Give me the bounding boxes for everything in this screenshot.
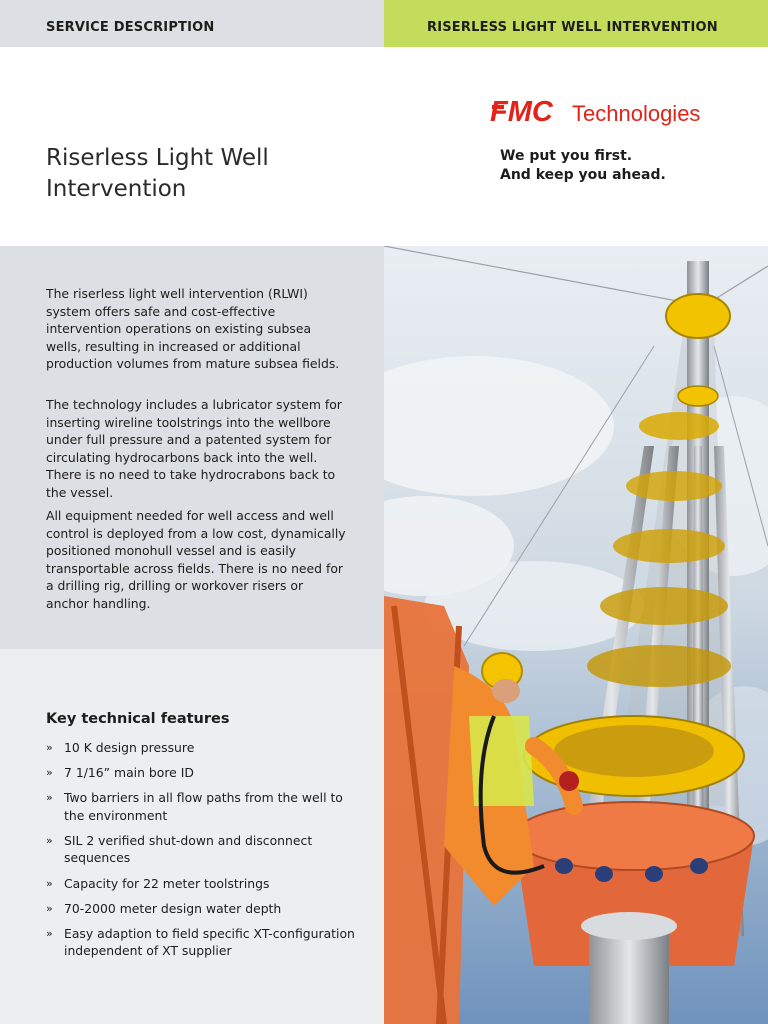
features-panel	[0, 649, 384, 1024]
ring	[600, 587, 728, 625]
logo-mark: FMC	[490, 96, 553, 128]
platform-opening	[554, 725, 714, 777]
intro-paragraph-3: All equipment needed for well access and well control is deployed from a low cost, dynamically positioned monohull vessel and is easily transportable across fields. There is no need for a drilling rig, drilling or workover risers or anchor handling.	[46, 508, 346, 611]
feature-item	[46, 789, 356, 824]
feature-text: 70-2000 meter design water depth	[64, 900, 282, 916]
features-heading: Key technical features	[46, 711, 230, 727]
valve-handle	[559, 771, 579, 791]
photo-illustration	[384, 246, 768, 1024]
header-section-label: SERVICE DESCRIPTION	[46, 20, 215, 35]
ring	[639, 412, 719, 440]
slogan	[500, 147, 740, 185]
slogan-line-2: And keep you ahead.	[500, 167, 666, 183]
ring	[587, 645, 731, 687]
intro-paragraph-1: The riserless light well intervention (RLWI) system offers safe and cost-effective intervention operations on existing subsea wells, resulting in increased or additional production volumes from mature subsea fields.	[46, 286, 340, 372]
bullet-icon: »	[46, 876, 53, 890]
intro-paragraph-2: The technology includes a lubricator system for inserting wireline toolstrings into the wellbore under full pressure and a patented system for circulating hydrocarbons back into the well. There is no need to take hydrocrabons back to the vessel.	[46, 397, 342, 500]
bullet-icon: »	[46, 766, 53, 780]
feature-item	[46, 832, 356, 867]
fmc-technologies-logo	[490, 95, 715, 131]
bullet-icon: »	[46, 901, 53, 915]
bullet-icon: »	[46, 833, 53, 847]
feature-item	[46, 764, 356, 782]
bolt-ring	[645, 866, 663, 882]
features-list	[46, 739, 356, 967]
bullet-icon: »	[46, 741, 53, 754]
collar	[678, 386, 718, 406]
bolt-ring	[595, 866, 613, 882]
slogan-line-1: We put you first.	[500, 148, 633, 164]
feature-text: 7 1/16” main bore ID	[64, 765, 194, 781]
top-collar	[666, 294, 730, 338]
feature-text: SIL 2 verified shut-down and disconnect sequences	[64, 832, 313, 866]
worker-face	[492, 679, 520, 703]
orange-base-top	[514, 802, 754, 870]
feature-item	[46, 739, 356, 757]
feature-item	[46, 875, 356, 893]
feature-item	[46, 900, 356, 918]
feature-text: Two barriers in all flow paths from the well to the environment	[64, 790, 343, 823]
feature-text: Easy adaption to field specific XT-configuration independent of XT supplier	[64, 925, 355, 959]
header-document-label: RISERLESS LIGHT WELL INTERVENTION	[427, 20, 718, 35]
intervention-stack-photo	[384, 246, 768, 1024]
bolt-ring	[555, 858, 573, 874]
logo-word: Technologies	[572, 101, 701, 126]
ring	[626, 471, 722, 501]
bullet-icon: »	[46, 926, 53, 940]
page-title: Riserless Light Well Intervention	[46, 145, 269, 202]
intro-panel	[0, 246, 384, 649]
bullet-icon: »	[46, 791, 53, 805]
base-pipe	[589, 926, 669, 1024]
header-right-bar	[384, 0, 768, 47]
feature-item	[46, 925, 356, 960]
header-left-bar	[0, 0, 384, 47]
bolt-ring	[690, 858, 708, 874]
base-pipe-top	[581, 912, 677, 940]
feature-text: 10 K design pressure	[64, 740, 195, 755]
ring	[613, 529, 725, 563]
feature-text: Capacity for 22 meter toolstrings	[64, 875, 270, 891]
